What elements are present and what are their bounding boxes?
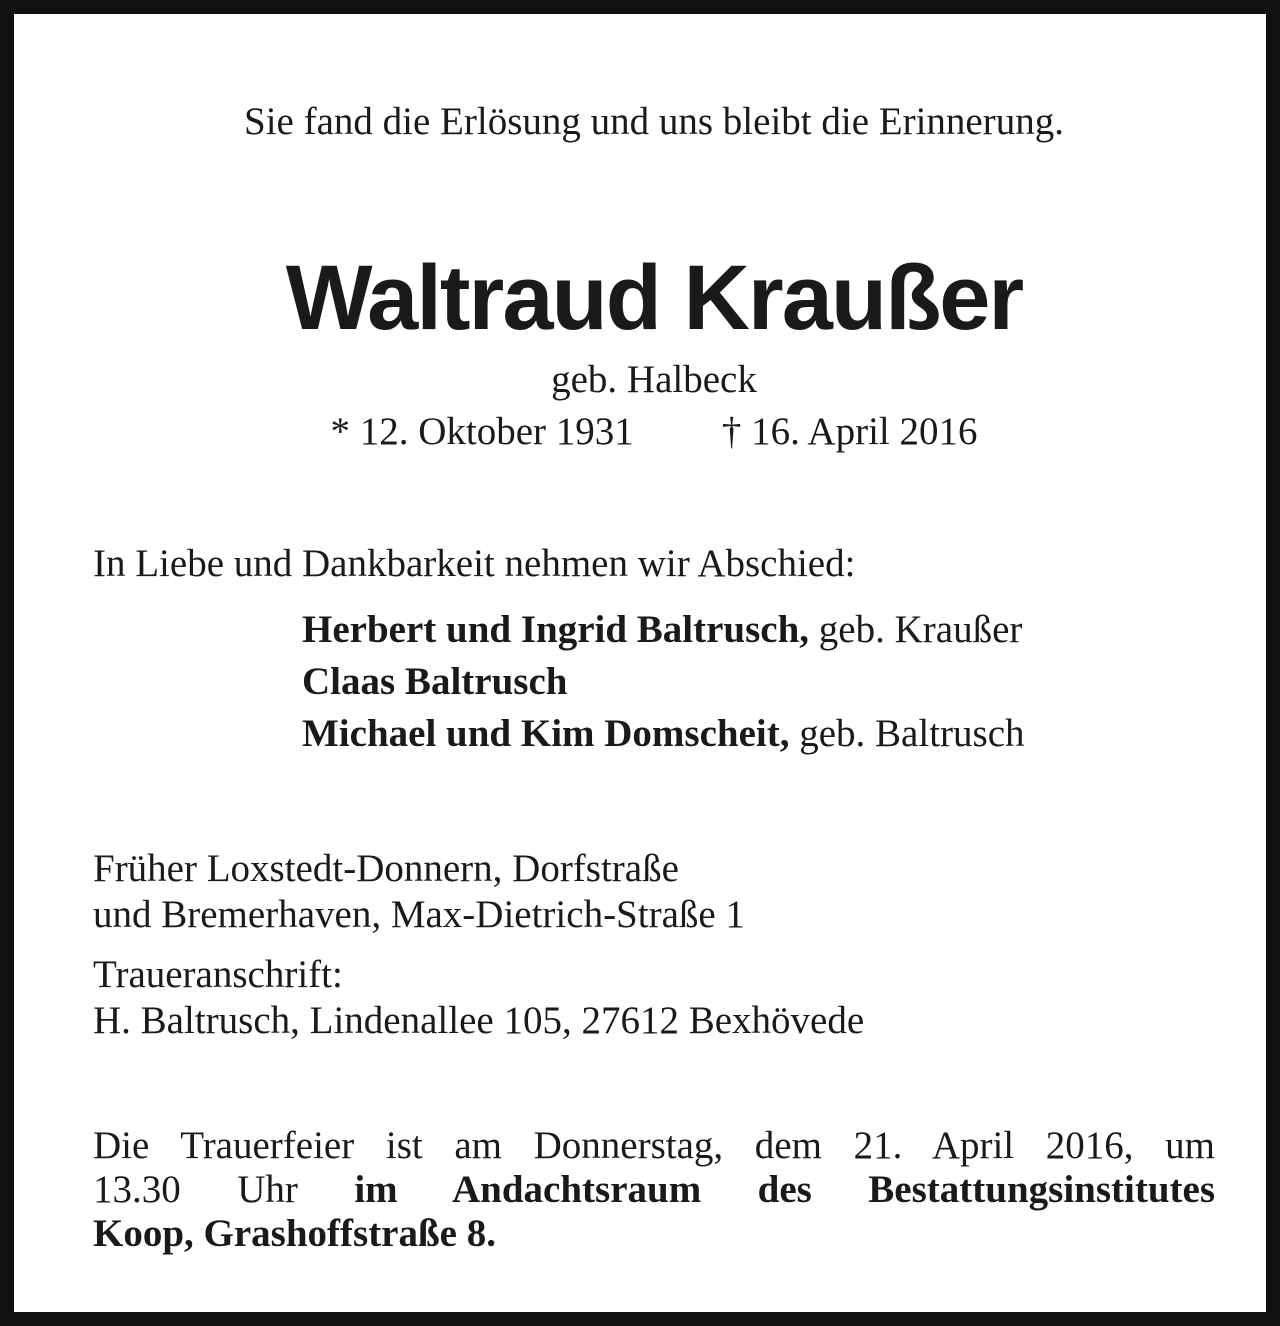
motto: Sie fand die Erlösung und uns bleibt die Erinnerung. — [244, 100, 1064, 143]
mailing-address-block — [93, 952, 864, 1044]
funeral-venue: im Andachtsraum des Bestattungsinstitutes — [354, 1168, 1215, 1211]
mourner-note: geb. Baltrusch — [799, 712, 1025, 755]
former-address-line: Früher Loxstedt-Donnern, Dorfstraße — [93, 847, 679, 890]
death-date: † 16. April 2016 — [721, 410, 978, 453]
mourner-name: Claas Baltrusch — [302, 660, 568, 703]
funeral-details — [93, 1124, 1215, 1256]
life-dates — [14, 408, 1280, 456]
mourner-note: geb. Kraußer — [818, 608, 1023, 651]
mourner-entry — [302, 708, 1025, 760]
funeral-line: Die Trauerfeier ist am Donnerstag, dem 21. April 2016, um — [93, 1124, 1215, 1167]
mourner-name: Michael und Kim Domscheit, — [302, 712, 790, 755]
birth-date: * 12. Oktober 1931 — [330, 410, 634, 453]
former-address-line: und Bremerhaven, Max-Dietrich-Straße 1 — [93, 893, 745, 936]
deceased-name: Waltraud Kraußer — [285, 247, 1023, 349]
mourner-entry — [302, 604, 1025, 656]
mourner-name: Herbert und Ingrid Baltrusch, — [302, 608, 810, 651]
funeral-line — [93, 1168, 1215, 1212]
mailing-address: H. Baltrusch, Lindenallee 105, 27612 Bexhövede — [93, 999, 865, 1042]
mourners-list — [302, 604, 1025, 760]
former-address — [93, 846, 745, 938]
mourner-entry — [302, 656, 1025, 708]
maiden-name: geb. Halbeck — [551, 358, 757, 401]
funeral-time: 13.30 Uhr — [93, 1168, 298, 1211]
funeral-line — [93, 1212, 1215, 1256]
mailing-label: Traueranschrift: — [93, 953, 343, 996]
farewell-intro: In Liebe und Dankbarkeit nehmen wir Abschied: — [93, 542, 856, 585]
funeral-venue-address: Koop, Grashoffstraße 8. — [93, 1212, 496, 1255]
